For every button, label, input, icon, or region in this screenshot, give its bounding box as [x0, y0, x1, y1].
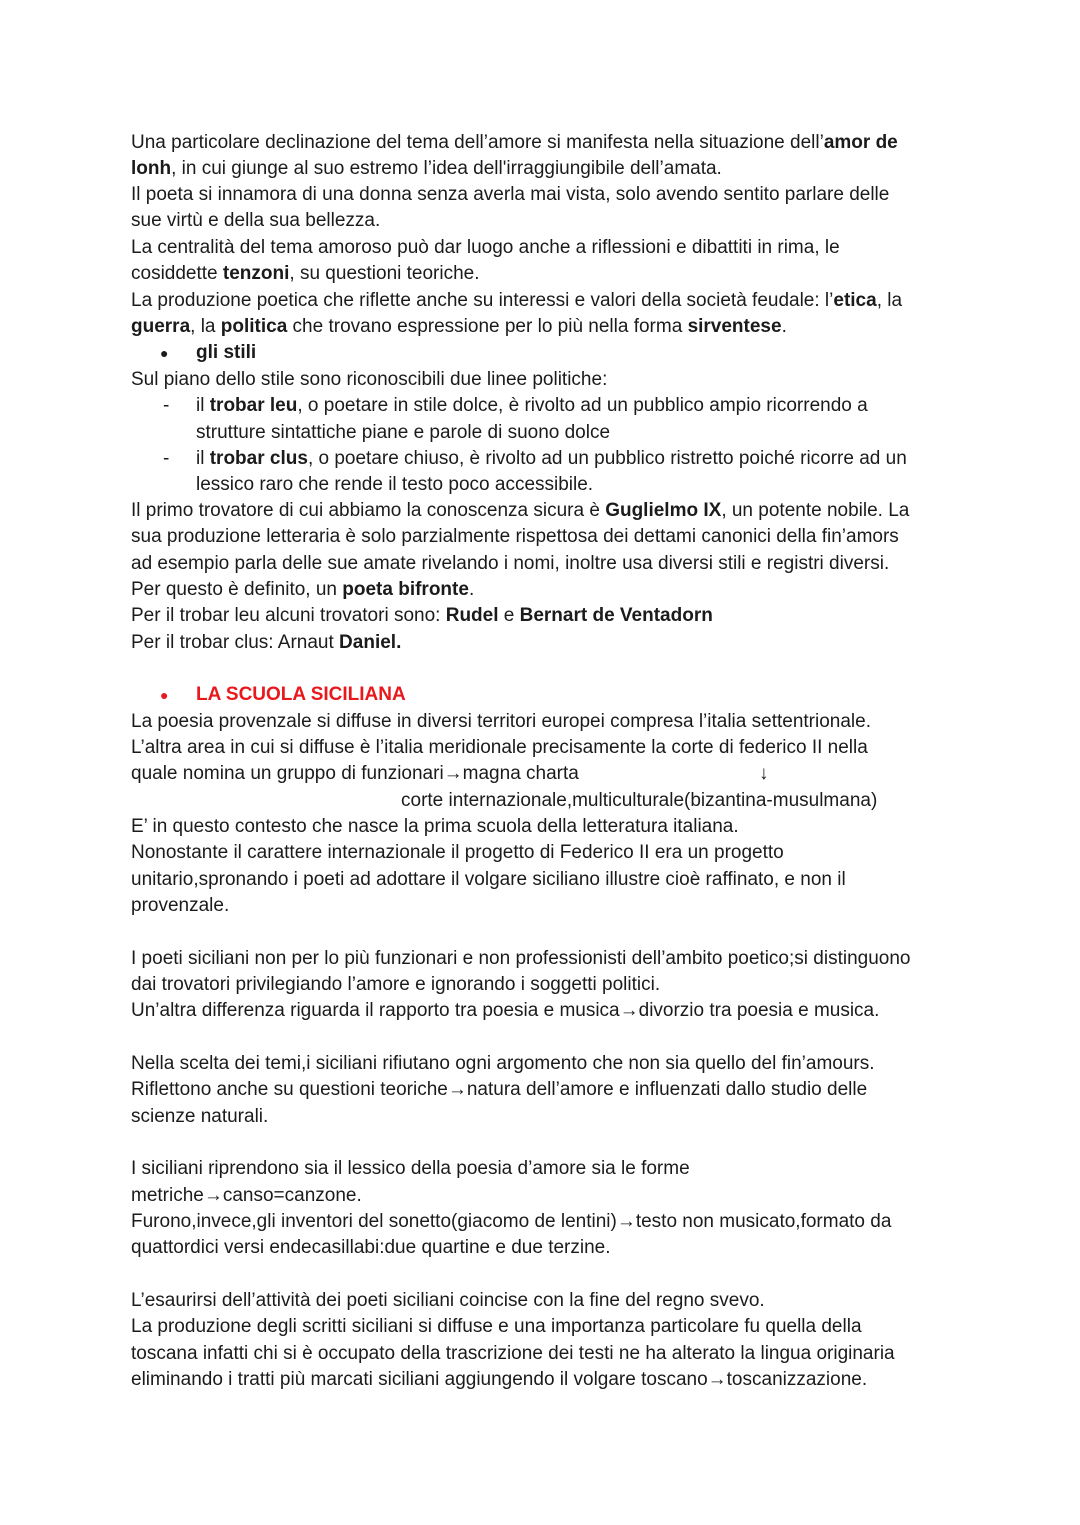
- text-run: Per il trobar clus: Arnaut: [131, 632, 340, 653]
- list-item: [196, 393, 868, 419]
- text-line: [131, 630, 401, 656]
- text-line: quale nomina un gruppo di funzionari→magna charta: [131, 763, 579, 784]
- text-line: unitario,spronando i poeti ad adottare il volgare siciliano illustre cioè raffinato, e non il: [131, 869, 846, 890]
- bold-term: trobar leu: [209, 395, 298, 416]
- text-run: , un potente nobile. La: [721, 500, 910, 521]
- text-line: [131, 577, 474, 603]
- text-run: , su questioni teoriche.: [289, 263, 480, 284]
- text-run: , la: [190, 316, 221, 337]
- text-run: La produzione poetica che riflette anche su interessi e valori della società feudale: l’: [131, 290, 834, 311]
- text-line: [131, 603, 713, 629]
- text-line: sua produzione letteraria è solo parzialmente rispettosa dei dettami canonici della fin’amors: [131, 526, 899, 547]
- text-run: , o poetare in stile dolce, è rivolto ad un pubblico ampio ricorrendo a: [297, 395, 868, 416]
- section-heading: LA SCUOLA SICILIANA: [196, 684, 406, 705]
- text-line: La centralità del tema amoroso può dar luogo anche a riflessioni e dibattiti in rima, le: [131, 237, 840, 258]
- text-line: corte internazionale,multiculturale(bizantina-musulmana): [401, 790, 878, 811]
- bold-term: lonh: [131, 158, 172, 179]
- text-run: il: [196, 448, 210, 469]
- list-item: [196, 446, 907, 472]
- bold-term: Bernart de Ventadorn: [519, 605, 713, 626]
- text-run: , la: [876, 290, 903, 311]
- text-line: Sul piano dello stile sono riconoscibili due linee politiche:: [131, 369, 608, 390]
- dash-marker: -: [163, 448, 170, 469]
- text-run: , in cui giunge al suo estremo l’idea dell'irraggiungibile dell’amata.: [171, 158, 722, 179]
- text-line: Nella scelta dei temi,i siciliani rifiutano ogni argomento che non sia quello del fin’amours.: [131, 1053, 875, 1074]
- bold-term: tenzoni: [222, 263, 290, 284]
- text-line: La poesia provenzale si diffuse in diversi territori europei compresa l’italia settentrionale.: [131, 711, 871, 732]
- red-bullet-icon: ●: [160, 687, 169, 703]
- text-run: Una particolare declinazione del tema dell’amore si manifesta nella situazione dell’: [131, 132, 824, 153]
- text-line: L’altra area in cui si diffuse è l’italia meridionale precisamente la corte di federico II nella: [131, 737, 868, 758]
- text-line: [131, 288, 902, 314]
- text-run: e: [498, 605, 520, 626]
- text-line: [131, 498, 909, 524]
- text-line: E’ in questo contesto che nasce la prima scuola della letteratura italiana.: [131, 816, 739, 837]
- text-line: Un’altra differenza riguarda il rapporto tra poesia e musica→divorzio tra poesia e musica.: [131, 1000, 880, 1021]
- text-run: Per il trobar leu alcuni trovatori sono:: [131, 605, 446, 626]
- text-line: ad esempio parla delle sue amate rivelando i nomi, inoltre usa diversi stili e registri diversi.: [131, 553, 890, 574]
- text-line: I poeti siciliani non per lo più funzionari e non professionisti dell’ambito poetico;si distinguono: [131, 948, 911, 969]
- text-line: [131, 314, 787, 340]
- text-line: Nonostante il carattere internazionale il progetto di Federico II era un progetto: [131, 842, 784, 863]
- text-line: La produzione degli scritti siciliani si diffuse e una importanza particolare fu quella della: [131, 1316, 862, 1337]
- bold-term: sirventese: [687, 316, 782, 337]
- bold-term: Rudel: [445, 605, 499, 626]
- text-line: [131, 261, 480, 287]
- text-line: provenzale.: [131, 895, 230, 916]
- down-arrow-icon: ↓: [759, 763, 769, 784]
- bold-term: politica: [220, 316, 288, 337]
- bold-term: Daniel.: [339, 632, 402, 653]
- bullet-icon: ●: [160, 345, 169, 361]
- bold-term: guerra: [131, 316, 191, 337]
- section-heading: [196, 340, 256, 366]
- text-run: , o poetare chiuso, è rivolto ad un pubblico ristretto poiché ricorre ad un: [307, 448, 907, 469]
- text-line: sue virtù e della sua bellezza.: [131, 210, 381, 231]
- text-line: quattordici versi endecasillabi:due quartine e due terzine.: [131, 1237, 611, 1258]
- text-run: .: [781, 316, 787, 337]
- list-item-continuation: lessico raro che rende il testo poco accessibile.: [196, 474, 594, 495]
- bold-term: poeta bifronte: [342, 579, 469, 600]
- text-line: [131, 130, 898, 156]
- text-run: che trovano espressione per lo più nella forma: [287, 316, 688, 337]
- text-line: toscana infatti chi si è occupato della trascrizione dei testi ne ha alterato la lingua originaria: [131, 1343, 895, 1364]
- text-line: dai trovatori privilegiando l’amore e ignorando i soggetti politici.: [131, 974, 661, 995]
- text-line: Furono,invece,gli inventori del sonetto(giacomo de lentini)→testo non musicato,formato da: [131, 1211, 892, 1232]
- text-line: I siciliani riprendono sia il lessico della poesia d’amore sia le forme: [131, 1158, 690, 1179]
- list-item-continuation: strutture sintattiche piane e parole di suono dolce: [196, 422, 611, 443]
- text-line: [131, 156, 722, 182]
- bold-term: amor de: [823, 132, 898, 153]
- dash-marker: -: [163, 395, 170, 416]
- text-run: il: [196, 395, 210, 416]
- text-line: scienze naturali.: [131, 1106, 269, 1127]
- text-line: Riflettono anche su questioni teoriche→natura dell’amore e influenzati dallo studio delle: [131, 1079, 868, 1100]
- text-run: .: [468, 579, 475, 600]
- text-line: metriche→canso=canzone.: [131, 1185, 362, 1206]
- heading-text: gli stili: [196, 342, 257, 363]
- text-run: cosiddette: [131, 263, 223, 284]
- text-run: Per questo è definito, un: [131, 579, 343, 600]
- bold-term: etica: [833, 290, 877, 311]
- bold-term: trobar clus: [209, 448, 308, 469]
- text-line: eliminando i tratti più marcati siciliani aggiungendo il volgare toscano→toscanizzazione.: [131, 1369, 868, 1390]
- text-run: Il primo trovatore di cui abbiamo la conoscenza sicura è: [131, 500, 606, 521]
- text-line: L’esaurirsi dell’attività dei poeti siciliani coincise con la fine del regno svevo.: [131, 1290, 765, 1311]
- bold-term: Guglielmo IX: [605, 500, 722, 521]
- text-line: Il poeta si innamora di una donna senza averla mai vista, solo avendo sentito parlare delle: [131, 184, 890, 205]
